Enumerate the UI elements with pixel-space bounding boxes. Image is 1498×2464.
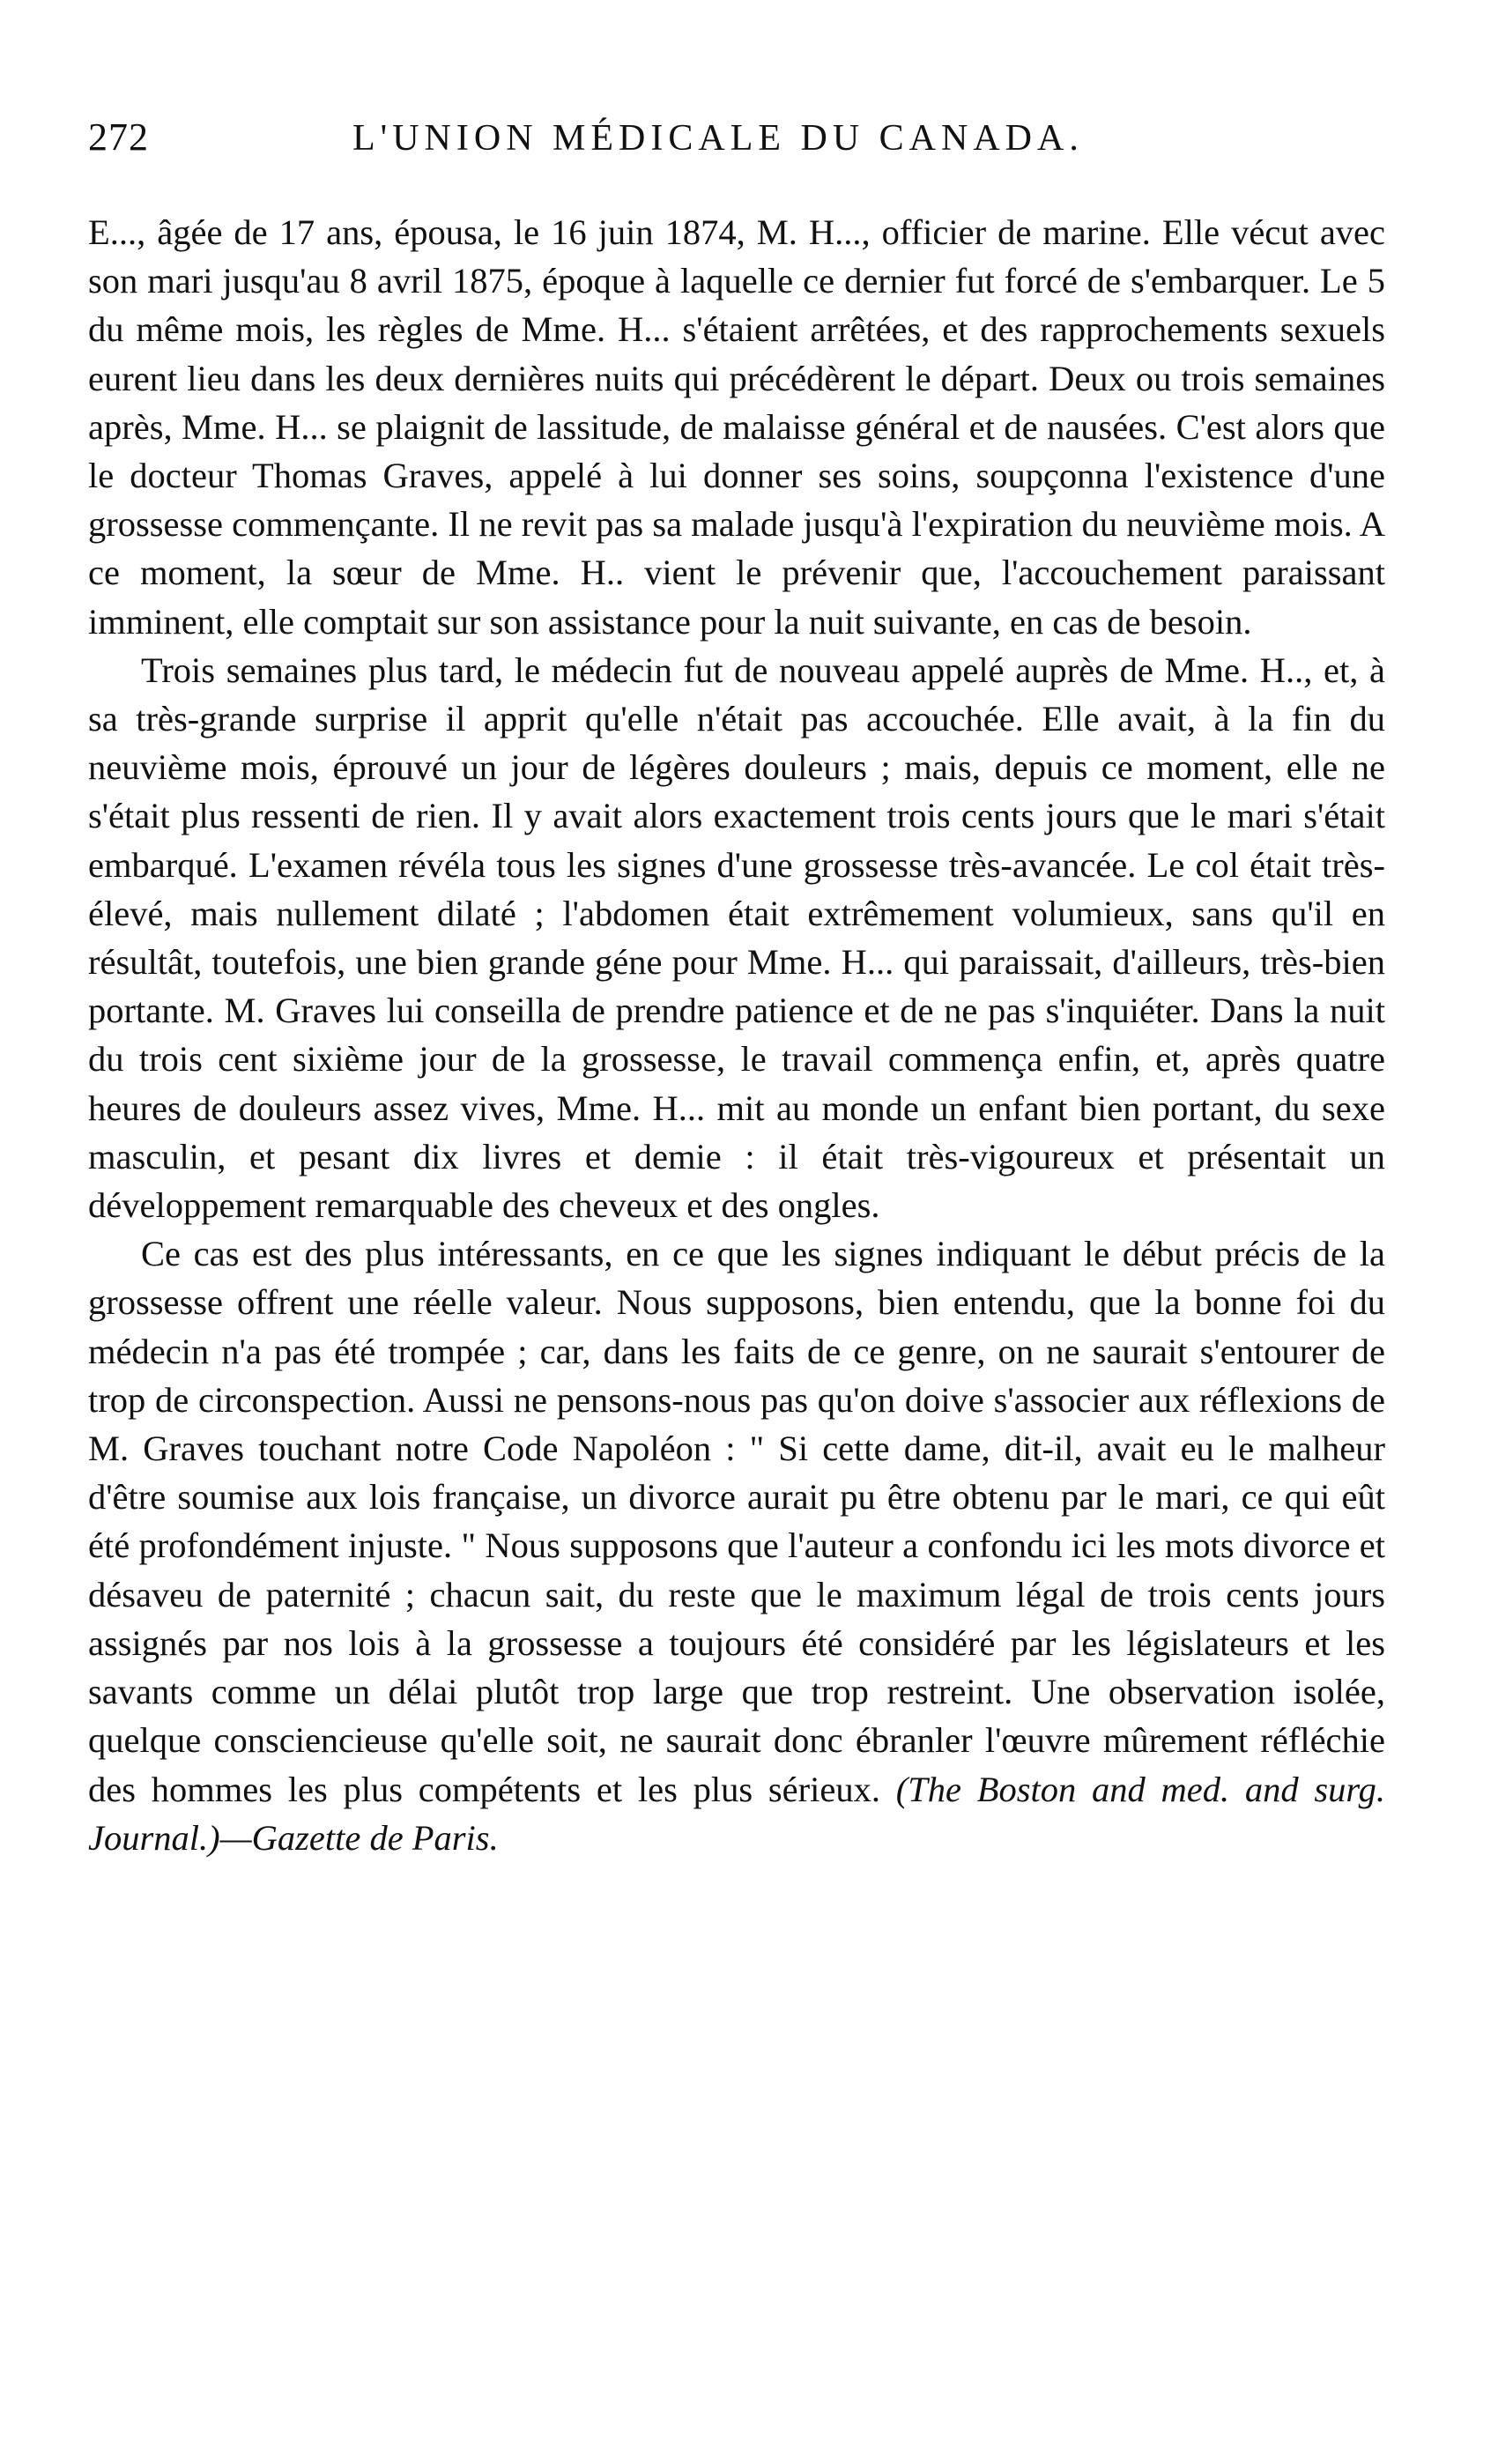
paragraph-text: Trois semaines plus tard, le médecin fut de nouveau appelé auprès de Mme. H.., et, à sa très-grande surprise il apprit qu'elle n'était pas accouchée. Elle avait, à la fin du neuvième mois, éprouvé un jour de légères douleurs ; mais, depuis ce moment, elle ne s'était plus ressenti de rien. Il y avait alors exactement trois cents jours que le mari s'était embarqué. L'examen révéla tous les signes d'une grossesse très-avancée. Le col était très-élevé, mais nullement dilaté ; l'abdomen était extrêmement volumieux, sans qu'il en résultât, toutefois, une bien grande géne pour Mme. H... qui paraissait, d'ailleurs, très-bien portante. M. Graves lui conseilla de prendre patience et de ne pas s'inquiéter. Dans la nuit du trois cent sixième jour de la grossesse, le travail commença enfin, et, après quatre heures de douleurs assez vives, Mme. H... mit au monde un enfant bien portant, du sexe masculin, et pesant dix livres et demie : il était très-vigoureux et présentait un développement remarquable des cheveux et des ongles. — [88, 649, 1385, 1226]
paragraph-delivery — [88, 646, 1385, 1229]
article-body — [88, 208, 1385, 1862]
paragraph-text: Ce cas est des plus intéressants, en ce que les signes indiquant le début précis de la grossesse offrent une réelle valeur. Nous supposons, bien entendu, que la bonne foi du médecin n'a pas été trompée ; car, dans les faits de ce genre, on ne saurait s'entourer de trop de circonspection. Aussi ne pensons-nous pas qu'on doive s'associer aux réflexions de M. Graves touchant notre Code Napoléon : " Si cette dame, dit-il, avait eu le malheur d'être soumise aux lois française, un divorce aurait pu être obtenu par le mari, ce qui eût été profondément injuste. " Nous supposons que l'auteur a confondu ici les mots divorce et désaveu de paternité ; chacun sait, du reste que le maximum légal de trois cents jours assignés par nos lois à la grossesse a toujours été considéré par les législateurs et les savants comme un délai plutôt trop large que trop restreint. Une observation isolée, quelque consciencieuse qu'elle soit, ne saurait donc ébranler l'œuvre mûrement réfléchie des hommes les plus compétents et les plus sérieux. — [88, 1234, 1385, 1809]
paragraph-commentary — [88, 1229, 1385, 1862]
source-citation: (The Boston and med. and surg. Journal.)—Gazette de Paris. — [88, 1769, 1386, 1858]
page-number: 272 — [88, 115, 149, 159]
running-head — [88, 115, 1385, 185]
paragraph-text: E..., âgée de 17 ans, épousa, le 16 juin 1874, M. H..., officier de marine. Elle vécut avec son mari jusqu'au 8 avril 1875, époque à laquelle ce dernier fut forcé de s'embarquer. Le 5 du même mois, les règles de Mme. H... s'étaient arrêtées, et des rapprochements sexuels eurent lieu dans les deux dernières nuits qui précédèrent le départ. Deux ou trois semaines après, Mme. H... se plaignit de lassitude, de malaisse général et de nausées. C'est alors que le docteur Thomas Graves, appelé à lui donner ses soins, soupçonna l'existence d'une grossesse commençante. Il ne revit pas sa malade jusqu'à l'expiration du neuvième mois. A ce moment, la sœur de Mme. H.. vient le prévenir que, l'accouchement paraissant imminent, elle comptait sur son assistance pour la nuit suivante, en cas de besoin. — [88, 212, 1385, 642]
paragraph-case-history — [88, 208, 1385, 646]
journal-title: L'UNION MÉDICALE DU CANADA. — [352, 118, 1084, 159]
